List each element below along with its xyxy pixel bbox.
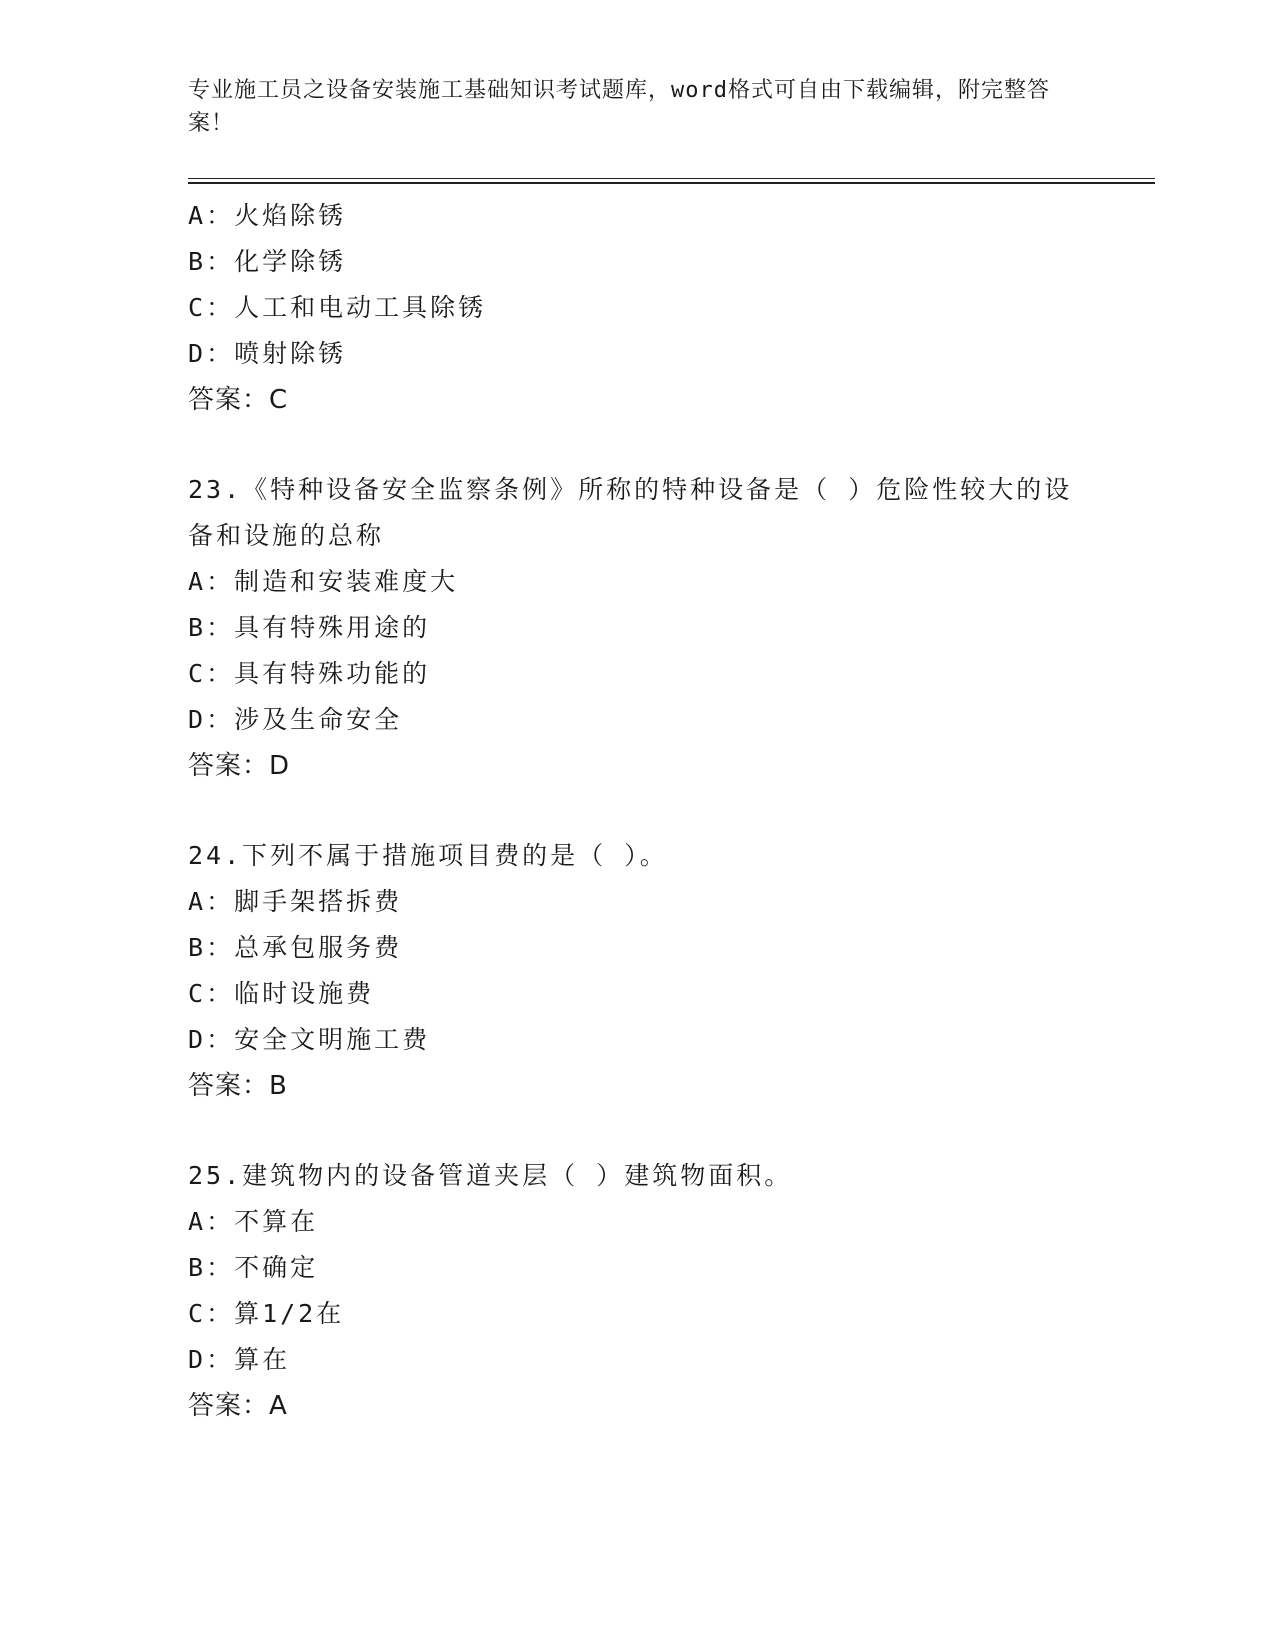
answer-value: C: [269, 385, 289, 415]
option-b: B：不确定: [188, 1253, 319, 1282]
question-stem: 24.下列不属于措施项目费的是（ ）。: [188, 841, 668, 870]
question-stem: 25.建筑物内的设备管道夹层（ ）建筑物面积。: [188, 1161, 793, 1190]
answer-line: 答案：A: [188, 1391, 288, 1421]
option-c: C：算1/2在: [188, 1299, 345, 1328]
header-divider-thick: [188, 182, 1155, 184]
answer-line: 答案：D: [188, 751, 291, 781]
option-a: A：脚手架搭拆费: [188, 887, 403, 916]
header-divider-thin: [188, 178, 1155, 179]
option-d: D：安全文明施工费: [188, 1025, 431, 1054]
option-a: A：火焰除锈: [188, 201, 347, 230]
answer-value: D: [269, 751, 291, 781]
option-b: B：具有特殊用途的: [188, 613, 431, 642]
answer-value: B: [269, 1071, 288, 1101]
question-block-24: [188, 833, 1108, 1109]
question-stem: 23.《特种设备安全监察条例》所称的特种设备是（ ）危险性较大的设备和设施的总称: [188, 475, 1073, 550]
question-block-23: [188, 467, 1108, 789]
option-c: C：临时设施费: [188, 979, 375, 1008]
option-d: D：算在: [188, 1345, 291, 1374]
option-b: B：化学除锈: [188, 247, 347, 276]
question-block-25: [188, 1153, 1108, 1429]
answer-value: A: [269, 1391, 288, 1421]
question-list: [188, 193, 1108, 1473]
option-a: A：不算在: [188, 1207, 319, 1236]
option-c: C：具有特殊功能的: [188, 659, 431, 688]
question-block-22: [188, 193, 1108, 423]
option-b: B：总承包服务费: [188, 933, 403, 962]
document-header: 专业施工员之设备安装施工基础知识考试题库，word格式可自由下载编辑，附完整答案！: [188, 78, 1050, 136]
answer-line: 答案：B: [188, 1071, 288, 1101]
option-c: C：人工和电动工具除锈: [188, 293, 487, 322]
option-d: D：喷射除锈: [188, 339, 347, 368]
answer-line: 答案：C: [188, 385, 289, 415]
option-d: D：涉及生命安全: [188, 705, 403, 734]
option-a: A：制造和安装难度大: [188, 567, 459, 596]
